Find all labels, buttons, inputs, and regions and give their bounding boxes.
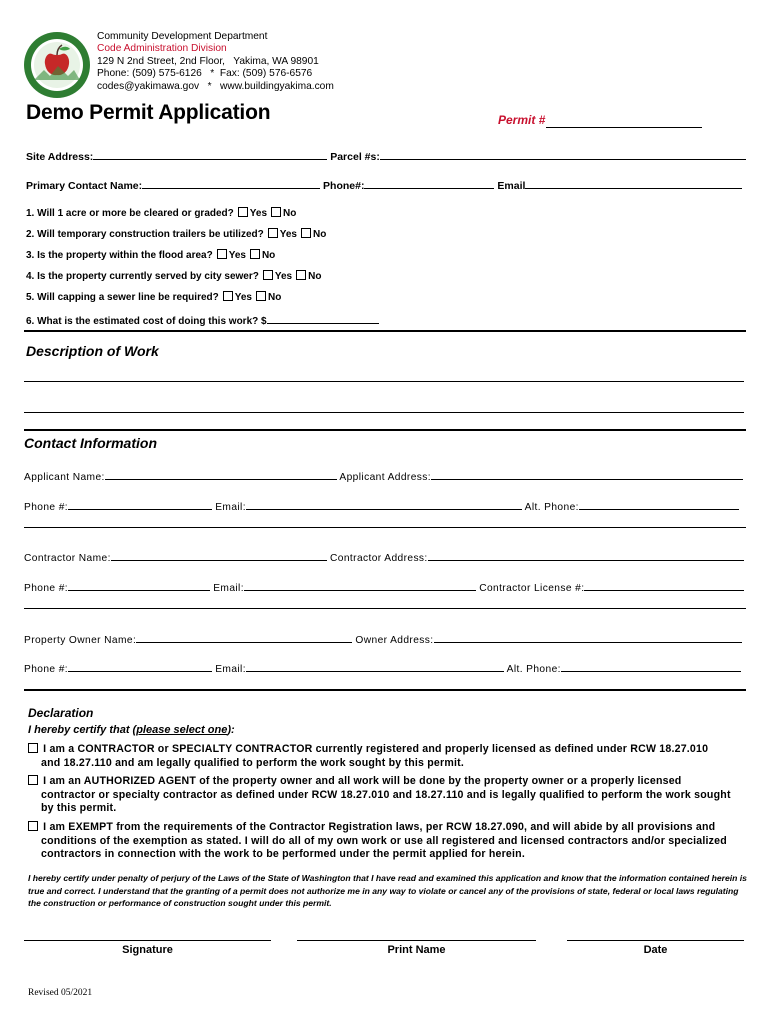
date-line[interactable] — [567, 940, 744, 941]
question-3-yes-checkbox[interactable] — [217, 249, 227, 259]
section-divider — [24, 429, 746, 431]
contractor-phone-field[interactable] — [68, 580, 210, 591]
option-contractor-checkbox[interactable] — [28, 743, 38, 753]
certify-suffix: ): — [227, 724, 235, 736]
contractor-name-field[interactable] — [111, 550, 327, 561]
applicant-alt-phone-label: Alt. Phone: — [524, 502, 579, 513]
question-2-text: 2. Will temporary construction trailers be utilized? — [26, 229, 264, 240]
question-4-yes-checkbox[interactable] — [263, 270, 273, 280]
owner-email-label: Email: — [215, 664, 246, 675]
option-agent-text-cont: contractor or specialty contractor as defined under RCW 18.27.010 and 18.27.110 and is legally qualified to perform the work sought by this permit. — [41, 788, 731, 815]
date-label: Date — [643, 944, 668, 956]
site-address-field[interactable] — [93, 149, 327, 160]
applicant-alt-phone-field[interactable] — [579, 499, 739, 510]
estimated-cost-field[interactable] — [267, 313, 379, 324]
question-6 — [26, 313, 379, 327]
applicant-phone-label: Phone #: — [24, 502, 68, 513]
applicant-address-field[interactable] — [431, 469, 743, 480]
owner-name-label: Property Owner Name: — [24, 635, 137, 646]
question-5 — [26, 291, 281, 303]
question-2-no-checkbox[interactable] — [301, 228, 311, 238]
declaration-option-exempt — [28, 821, 746, 862]
question-4-yes-label: Yes — [274, 271, 293, 282]
email-label: Email — [497, 180, 526, 192]
signature-line[interactable] — [24, 940, 271, 941]
applicant-email-label: Email: — [215, 502, 246, 513]
declaration-heading: Declaration — [28, 706, 94, 720]
question-1-no-label: No — [283, 208, 297, 219]
certify-underlined: please select one — [136, 724, 228, 736]
question-2-no-label: No — [312, 229, 327, 240]
primary-contact-label: Primary Contact Name: — [26, 180, 143, 192]
question-4 — [26, 270, 321, 282]
city-seal-icon — [22, 30, 92, 100]
email-field[interactable] — [525, 178, 742, 189]
contractor-address-label: Contractor Address: — [330, 553, 428, 564]
question-1-no-checkbox[interactable] — [271, 207, 281, 217]
question-5-yes-label: Yes — [234, 292, 252, 303]
contractor-email-field[interactable] — [244, 580, 476, 591]
print-name-label: Print Name — [387, 944, 446, 956]
permit-number-label: Permit # — [498, 113, 546, 127]
contractor-license-label: Contractor License #: — [479, 583, 585, 594]
revision-date: Revised 05/2021 — [28, 988, 93, 998]
owner-phone-field[interactable] — [68, 661, 212, 672]
question-2-yes-label: Yes — [279, 229, 297, 240]
question-3-no-checkbox[interactable] — [250, 249, 260, 259]
contractor-row — [24, 550, 744, 564]
page-title: Demo Permit Application — [26, 101, 271, 124]
contractor-license-field[interactable] — [584, 580, 744, 591]
question-4-no-label: No — [308, 271, 322, 282]
signature-label: Signature — [122, 944, 173, 956]
parcel-field[interactable] — [380, 149, 746, 160]
question-2 — [26, 228, 326, 240]
applicant-address-label: Applicant Address: — [339, 472, 432, 483]
phone-fax: Phone: (509) 575-6126 * Fax: (509) 576-6576 — [97, 68, 313, 80]
print-name-line[interactable] — [297, 940, 536, 941]
declaration-option-contractor — [28, 743, 746, 770]
option-agent-text: I am an AUTHORIZED AGENT of the property owner and all work will be done by the property owner or a properly licensed — [43, 775, 682, 787]
applicant-name-label: Applicant Name: — [24, 472, 105, 483]
option-exempt-text: I am EXEMPT from the requirements of the Contractor Registration laws, per RCW 18.27.090, and will abide by all provisions and — [43, 821, 716, 833]
primary-contact-field[interactable] — [142, 178, 320, 189]
owner-contact-row — [24, 661, 741, 675]
applicant-row — [24, 469, 743, 483]
question-1-yes-checkbox[interactable] — [238, 207, 248, 217]
contractor-contact-row — [24, 580, 744, 594]
question-4-no-checkbox[interactable] — [296, 270, 306, 280]
question-5-no-label: No — [268, 292, 282, 303]
owner-email-field[interactable] — [246, 661, 504, 672]
owner-address-label: Owner Address: — [355, 635, 434, 646]
question-3-text: 3. Is the property within the flood area? — [26, 250, 213, 261]
description-line-2[interactable] — [24, 412, 744, 413]
division-name: Code Administration Division — [97, 43, 227, 55]
section-divider — [24, 689, 746, 691]
header-block — [97, 31, 334, 93]
question-1-text: 1. Will 1 acre or more be cleared or graded? — [26, 208, 234, 219]
email-web: codes@yakimawa.gov * www.buildingyakima.com — [97, 80, 334, 92]
question-6-text: 6. What is the estimated cost of doing this work? $ — [26, 316, 267, 327]
description-heading: Description of Work — [26, 343, 159, 359]
site-address-label: Site Address: — [26, 151, 94, 163]
owner-name-field[interactable] — [136, 632, 352, 643]
phone-label: Phone#: — [323, 180, 365, 192]
contractor-phone-label: Phone #: — [24, 583, 68, 594]
question-3 — [26, 249, 275, 261]
option-exempt-checkbox[interactable] — [28, 821, 38, 831]
contact-heading: Contact Information — [24, 435, 157, 451]
description-line-1[interactable] — [24, 381, 744, 382]
option-contractor-text: I am a CONTRACTOR or SPECIALTY CONTRACTOR currently registered and properly licensed as defined under RCW 18.27.010 — [43, 743, 709, 755]
contact-divider — [24, 608, 746, 609]
option-contractor-text-cont: and 18.27.110 and am legally qualified to perform the work sought by this permit. — [41, 756, 464, 769]
contractor-email-label: Email: — [213, 583, 244, 594]
site-address-row — [26, 149, 746, 163]
office-address: 129 N 2nd Street, 2nd Floor, Yakima, WA 98901 — [97, 55, 319, 67]
contact-divider — [24, 527, 746, 528]
contractor-address-field[interactable] — [428, 550, 744, 561]
section-divider — [24, 330, 746, 332]
certify-statement — [28, 724, 235, 736]
question-5-yes-checkbox[interactable] — [223, 291, 233, 301]
applicant-name-field[interactable] — [105, 469, 337, 480]
owner-alt-phone-field[interactable] — [561, 661, 741, 672]
question-3-no-label: No — [261, 250, 276, 261]
department-name: Community Development Department — [97, 31, 268, 42]
permit-number-field[interactable] — [546, 127, 702, 128]
question-3-yes-label: Yes — [228, 250, 246, 261]
applicant-phone-field[interactable] — [68, 499, 212, 510]
perjury-statement: I hereby certify under penalty of perjury of the Laws of the State of Washington that I have read and examined this application and know that the information contained herein is true and correct. I understand that the granting of a permit does not authorize me in any way to violate or cancel any of the provisions of state, federal or local laws regulating the construction or performance of construction sought under this permit. — [28, 873, 747, 909]
option-exempt-text-cont: conditions of the exemption as stated. I will do all of my own work or use all registered and licensed contractors and/or specialized contractors in connection with the work to be performed under the permit applied for herein. — [41, 834, 727, 861]
owner-alt-phone-label: Alt. Phone: — [506, 664, 561, 675]
owner-phone-label: Phone #: — [24, 664, 68, 675]
phone-field[interactable] — [364, 178, 494, 189]
question-5-no-checkbox[interactable] — [256, 291, 266, 301]
question-1 — [26, 207, 296, 219]
option-agent-checkbox[interactable] — [28, 775, 38, 785]
certify-prefix: I hereby certify that ( — [28, 724, 137, 736]
question-4-text: 4. Is the property currently served by city sewer? — [26, 271, 259, 282]
question-2-yes-checkbox[interactable] — [268, 228, 278, 238]
question-1-yes-label: Yes — [249, 208, 268, 219]
owner-address-field[interactable] — [434, 632, 742, 643]
applicant-contact-row — [24, 499, 739, 513]
contractor-name-label: Contractor Name: — [24, 553, 111, 564]
declaration-option-agent — [28, 775, 746, 816]
owner-row — [24, 632, 742, 646]
parcel-label: Parcel #s: — [330, 151, 380, 163]
question-5-text: 5. Will capping a sewer line be required? — [26, 292, 219, 303]
primary-contact-row — [26, 178, 742, 192]
applicant-email-field[interactable] — [246, 499, 522, 510]
